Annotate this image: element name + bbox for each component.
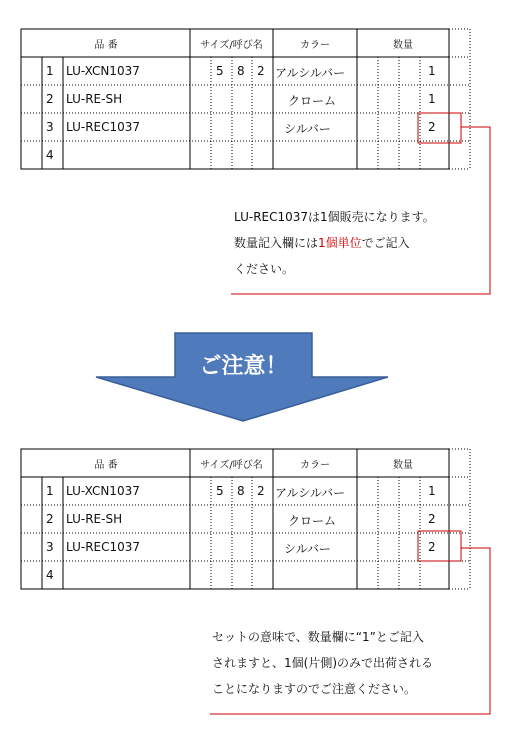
row-number: 2 [46, 512, 54, 526]
top-note-text: でご記入 [361, 236, 410, 250]
header-part-no: 品 番 [94, 460, 118, 471]
bottom-note-line2: されますと、1個(片側)のみで出荷される [212, 656, 433, 670]
top-note-line1: LU-REC1037は1個販売になります。 [234, 210, 435, 224]
color-cell: クローム [288, 514, 337, 528]
color-cell: シルバー [284, 542, 331, 556]
top-note-text: 数量記入欄には [234, 236, 319, 250]
size-digit-cell: 5 [216, 484, 224, 498]
row-number: 1 [46, 64, 54, 78]
header-quantity: 数量 [393, 40, 413, 51]
header-color: カラー [300, 40, 330, 51]
row-number: 4 [46, 568, 54, 582]
color-cell: クローム [288, 94, 337, 108]
size-digit-cell: 5 [216, 64, 224, 78]
part-number-cell: LU-REC1037 [66, 540, 141, 554]
header-size: サイズ/呼び名 [200, 460, 263, 471]
bottom-note-line1: セットの意味で、数量欄に“1”とご記入 [212, 630, 424, 644]
size-digit-cell: 8 [237, 484, 245, 498]
top-highlight-box [418, 113, 461, 143]
bottom-note [212, 624, 433, 702]
header-quantity: 数量 [393, 460, 413, 471]
top-note-line3: ください。 [234, 262, 295, 276]
color-cell: シルバー [284, 122, 331, 136]
quantity-cell: 2 [428, 512, 436, 526]
row-number: 2 [46, 92, 54, 106]
part-number-cell: LU-RE-SH [66, 92, 123, 106]
color-cell: アルシルバー [275, 66, 346, 80]
size-digit-cell: 2 [257, 64, 265, 78]
part-number-cell: LU-REC1037 [66, 120, 141, 134]
bottom-note-line3: ことになりますのでご注意ください。 [212, 682, 417, 696]
row-number: 4 [46, 148, 54, 162]
size-digit-cell: 2 [257, 484, 265, 498]
color-cell: アルシルバー [275, 486, 346, 500]
row-number: 3 [46, 120, 54, 134]
size-digit-cell: 8 [237, 64, 245, 78]
quantity-cell: 1 [428, 92, 436, 106]
part-number-cell: LU-XCN1037 [66, 484, 140, 498]
header-part-no: 品 番 [94, 40, 118, 51]
row-number: 3 [46, 540, 54, 554]
top-note-line2 [234, 230, 435, 256]
row-number: 1 [46, 484, 54, 498]
header-color: カラー [300, 460, 330, 471]
quantity-cell: 1 [428, 484, 436, 498]
quantity-cell: 1 [428, 64, 436, 78]
part-number-cell: LU-RE-SH [66, 512, 123, 526]
quantity-cell: 2 [428, 540, 436, 554]
top-note [234, 204, 435, 282]
caution-label: ご注意！ [199, 354, 288, 379]
quantity-cell: 2 [428, 120, 436, 134]
bottom-highlight-box [418, 531, 461, 561]
header-size: サイズ/呼び名 [200, 40, 263, 51]
top-note-emphasis: 1個単位 [318, 236, 362, 250]
part-number-cell: LU-XCN1037 [66, 64, 140, 78]
